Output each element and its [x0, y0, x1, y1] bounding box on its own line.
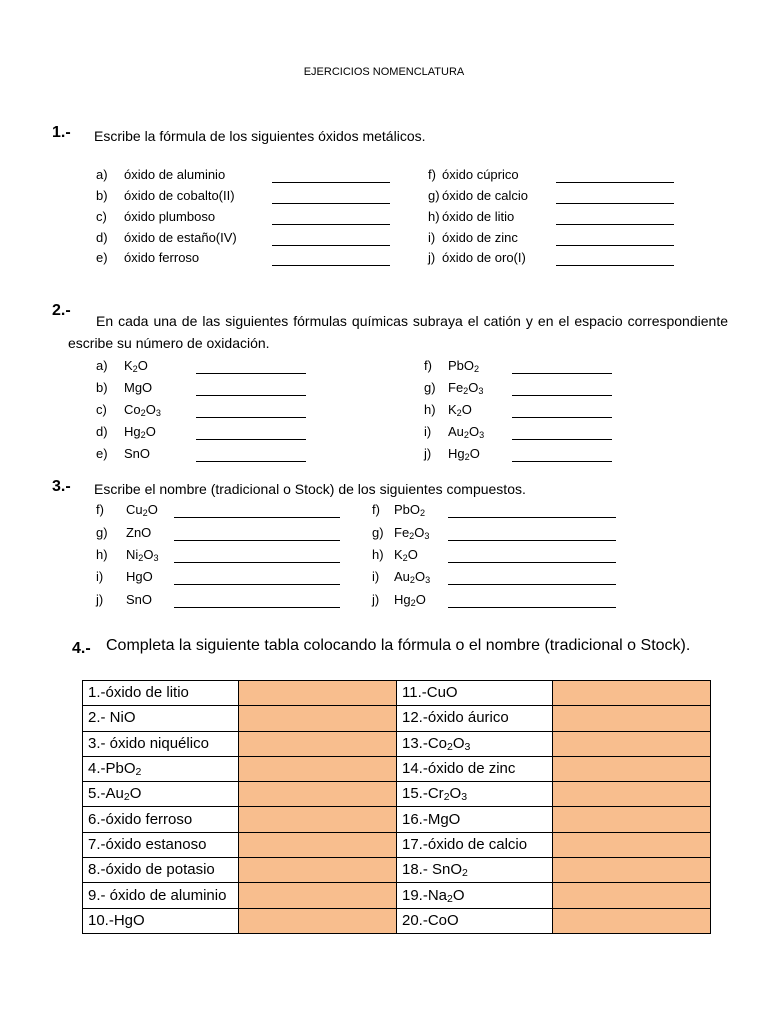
table-cell-prompt: 9.- óxido de aluminio: [83, 883, 239, 908]
item-text: óxido de zinc: [442, 230, 518, 245]
item-letter: j): [96, 592, 104, 607]
table-cell-prompt: 6.-óxido ferroso: [83, 807, 239, 832]
table-cell-prompt: 18.- SnO$_2$: [397, 858, 553, 883]
item-letter: h): [424, 402, 436, 417]
table-row: [83, 807, 711, 832]
item-text: óxido de aluminio: [124, 167, 226, 182]
table-row: [83, 883, 711, 908]
item-formula: $K_2O$: [394, 547, 418, 563]
table-cell-prompt: 12.-óxido áurico: [397, 706, 553, 731]
table-cell-prompt: 1.-óxido de litio: [83, 681, 239, 706]
item-letter: a): [96, 167, 108, 182]
answer-blank[interactable]: [272, 253, 390, 266]
table-cell-answer[interactable]: [553, 782, 711, 807]
answer-blank[interactable]: [174, 572, 340, 585]
table-cell-answer[interactable]: [239, 832, 397, 857]
exercise-2-instruction-text: En cada una de las siguientes fórmulas químicas subraya el catión y en el espacio correspondiente escribe su número de oxidación.: [68, 313, 728, 351]
table-cell-answer[interactable]: [553, 706, 711, 731]
answer-blank[interactable]: [272, 170, 390, 183]
exercise-4-instruction: Completa la siguiente tabla colocando la fórmula o el nombre (tradicional o Stock).: [106, 637, 691, 654]
item-formula: SnO: [124, 446, 151, 461]
exercise-4-number: 4.-: [72, 640, 91, 657]
item-formula: $Hg_2O$: [448, 446, 480, 462]
exercise-2-instruction: [68, 310, 728, 354]
answer-blank[interactable]: [196, 405, 306, 418]
item-letter: a): [96, 358, 108, 373]
table-row: [83, 858, 711, 883]
item-letter: g): [96, 525, 108, 540]
item-letter: h): [96, 547, 108, 562]
answer-blank[interactable]: [556, 212, 674, 225]
answer-blank[interactable]: [448, 550, 616, 563]
item-letter: b): [96, 380, 108, 395]
item-letter: i): [96, 569, 104, 584]
answer-blank[interactable]: [512, 427, 612, 440]
exercise-2-number: 2.-: [52, 302, 71, 319]
item-formula: $Fe_2O_3$: [448, 380, 484, 396]
answer-blank[interactable]: [448, 572, 616, 585]
item-formula: $K_2O$: [124, 358, 148, 374]
answer-blank[interactable]: [272, 191, 390, 204]
item-formula: $Fe_2O_3$: [394, 525, 430, 541]
item-formula: PbO$_2$: [394, 502, 426, 518]
answer-blank[interactable]: [448, 528, 616, 541]
item-letter: e): [96, 250, 108, 265]
item-formula: $Hg_2O$: [124, 424, 156, 440]
item-letter: j): [428, 250, 436, 265]
item-formula: $Au_2O_3$: [448, 424, 485, 440]
exercise-3-number: 3.-: [52, 478, 71, 495]
table-row: [83, 681, 711, 706]
item-letter: c): [96, 402, 107, 417]
item-letter: f): [428, 167, 436, 182]
answer-blank[interactable]: [448, 595, 616, 608]
answer-blank[interactable]: [512, 449, 612, 462]
table-row: [83, 832, 711, 857]
answer-blank[interactable]: [512, 405, 612, 418]
table-row: [83, 731, 711, 756]
item-formula: ZnO: [126, 525, 152, 540]
answer-blank[interactable]: [174, 528, 340, 541]
table-cell-answer[interactable]: [553, 756, 711, 781]
exercise-1-instruction: Escribe la fórmula de los siguientes óxidos metálicos.: [94, 128, 426, 144]
item-text: óxido de oro(I): [442, 250, 526, 265]
table-cell-answer[interactable]: [239, 706, 397, 731]
table-cell-answer[interactable]: [239, 756, 397, 781]
answer-blank[interactable]: [512, 383, 612, 396]
answer-blank[interactable]: [196, 427, 306, 440]
table-cell-answer[interactable]: [553, 883, 711, 908]
item-formula: $Hg_2O$: [394, 592, 426, 608]
table-cell-prompt: 20.-CoO: [397, 908, 553, 933]
item-text: óxido de calcio: [442, 188, 528, 203]
exercise-1-number: 1.-: [52, 124, 71, 141]
item-letter: f): [372, 502, 380, 517]
item-formula: HgO: [126, 569, 153, 584]
item-letter: f): [96, 502, 104, 517]
item-letter: h): [372, 547, 384, 562]
item-formula: PbO$_2$: [448, 358, 480, 374]
answer-blank[interactable]: [174, 595, 340, 608]
item-letter: i): [372, 569, 380, 584]
item-text: óxido cúprico: [442, 167, 519, 182]
table-cell-prompt: $19.-Na_2O$: [397, 883, 553, 908]
item-formula: MgO: [124, 380, 153, 395]
item-letter: g): [372, 525, 384, 540]
exercise-3-instruction: Escribe el nombre (tradicional o Stock) de los siguientes compuestos.: [94, 481, 526, 497]
item-formula: $Co_2O_3$: [124, 402, 161, 418]
item-text: óxido de estaño(IV): [124, 230, 237, 245]
table-cell-answer[interactable]: [553, 858, 711, 883]
answer-blank[interactable]: [196, 361, 306, 374]
page-title: EJERCICIOS NOMENCLATURA: [303, 66, 465, 78]
table-cell-prompt: 4.-PbO$_2$: [83, 756, 239, 781]
item-letter: j): [424, 446, 432, 461]
item-text: óxido ferroso: [124, 250, 200, 265]
item-letter: e): [96, 446, 108, 461]
answer-blank[interactable]: [272, 212, 390, 225]
table-cell-answer[interactable]: [239, 883, 397, 908]
item-formula: $Ni_2O_3$: [126, 547, 159, 563]
table-cell-prompt: 11.-CuO: [397, 681, 553, 706]
answer-blank[interactable]: [272, 233, 390, 246]
table-cell-answer[interactable]: [553, 681, 711, 706]
table-cell-prompt: 7.-óxido estanoso: [83, 832, 239, 857]
table-cell-answer[interactable]: [239, 858, 397, 883]
item-text: óxido plumboso: [124, 209, 216, 224]
item-letter: d): [96, 230, 108, 245]
answer-blank[interactable]: [448, 505, 616, 518]
answer-blank[interactable]: [556, 191, 674, 204]
item-letter: h): [428, 209, 440, 224]
answer-blank[interactable]: [196, 383, 306, 396]
table-cell-answer[interactable]: [239, 807, 397, 832]
exercise-4-table: [82, 680, 711, 934]
item-formula: $Cu_2O$: [126, 502, 158, 518]
item-formula: SnO: [126, 592, 153, 607]
table-cell-prompt: 3.- óxido niquélico: [83, 731, 239, 756]
table-cell-answer[interactable]: [553, 908, 711, 933]
table-cell-prompt: 2.- NiO: [83, 706, 239, 731]
table-cell-prompt: $13.-Co_2O_3$: [397, 731, 553, 756]
table-cell-prompt: 14.-óxido de zinc: [397, 756, 553, 781]
item-text: óxido de cobalto(II): [124, 188, 235, 203]
item-letter: f): [424, 358, 432, 373]
table-cell-answer[interactable]: [239, 908, 397, 933]
table-row: [83, 782, 711, 807]
table-row: [83, 756, 711, 781]
item-text: óxido de litio: [442, 209, 515, 224]
item-letter: c): [96, 209, 107, 224]
answer-blank[interactable]: [512, 361, 612, 374]
table-cell-prompt: 16.-MgO: [397, 807, 553, 832]
answer-blank[interactable]: [196, 449, 306, 462]
table-cell-prompt: 17.-óxido de calcio: [397, 832, 553, 857]
item-formula: $Au_2O_3$: [394, 569, 431, 585]
answer-blank[interactable]: [174, 550, 340, 563]
item-formula: $K_2O$: [448, 402, 472, 418]
item-letter: b): [96, 188, 108, 203]
item-letter: i): [424, 424, 432, 439]
item-letter: j): [372, 592, 380, 607]
table-cell-prompt: $15.-Cr_2O_3$: [397, 782, 553, 807]
table-row: [83, 706, 711, 731]
table-cell-answer[interactable]: [553, 807, 711, 832]
table-cell-answer[interactable]: [239, 681, 397, 706]
table-cell-answer[interactable]: [239, 782, 397, 807]
answer-blank[interactable]: [174, 505, 340, 518]
table-cell-answer[interactable]: [553, 731, 711, 756]
table-cell-prompt: 10.-HgO: [83, 908, 239, 933]
table-cell-prompt: 8.-óxido de potasio: [83, 858, 239, 883]
table-cell-answer[interactable]: [239, 731, 397, 756]
item-letter: g): [424, 380, 436, 395]
item-letter: i): [428, 230, 436, 245]
answer-blank[interactable]: [556, 233, 674, 246]
table-row: [83, 908, 711, 933]
table-cell-prompt: $5.-Au_2O$: [83, 782, 239, 807]
item-letter: d): [96, 424, 108, 439]
item-letter: g): [428, 188, 440, 203]
answer-blank[interactable]: [556, 253, 674, 266]
answer-blank[interactable]: [556, 170, 674, 183]
table-cell-answer[interactable]: [553, 832, 711, 857]
